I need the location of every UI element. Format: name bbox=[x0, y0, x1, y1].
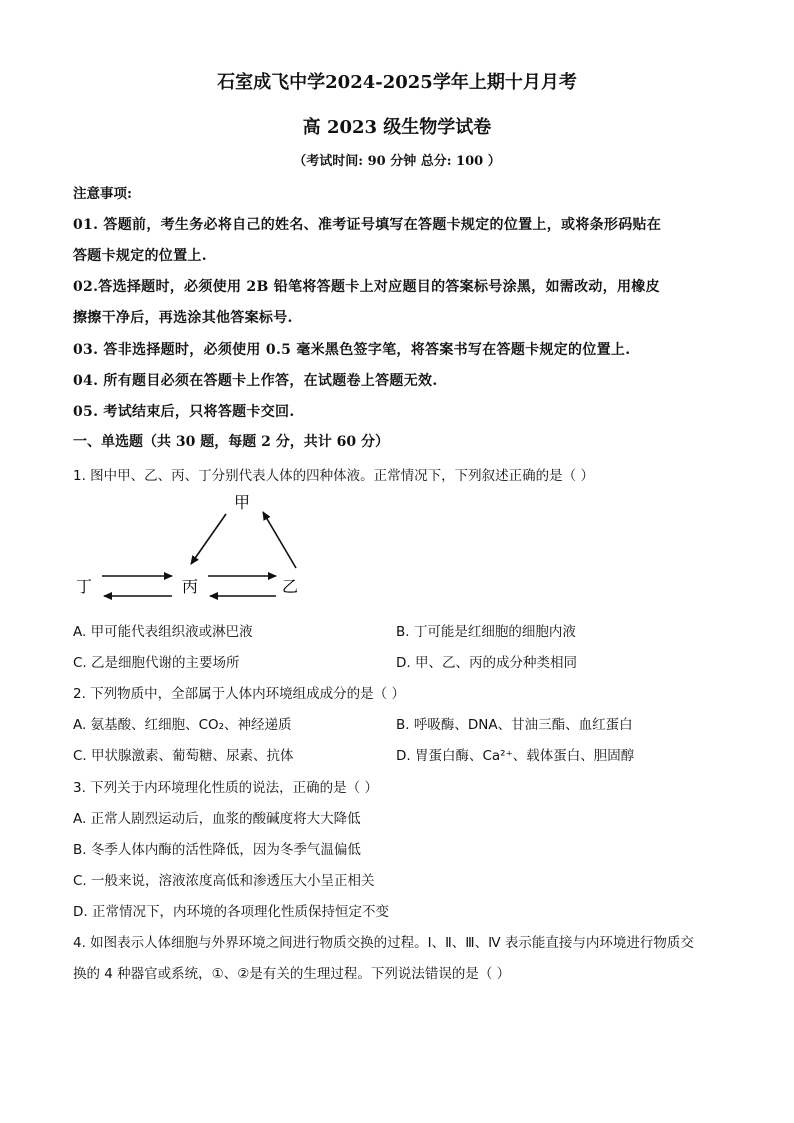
question-4-stem-line1: 4. 如图表示人体细胞与外界环境之间进行物质交换的过程。Ⅰ、Ⅱ、Ⅲ、Ⅳ 表示能直接与内环境进行物质交 bbox=[73, 935, 694, 951]
body-fluid-diagram bbox=[70, 488, 310, 608]
q3-option-a: A. 正常人剧烈运动后，血浆的酸碱度将大大降低 bbox=[73, 811, 361, 827]
q2-option-c: C. 甲状腺激素、葡萄糖、尿素、抗体 bbox=[73, 748, 294, 764]
question-4-stem-line2: 换的 4 种器官或系统，①、②是有关的生理过程。下列说法错误的是（ ） bbox=[73, 966, 511, 982]
q3-option-d: D. 正常情况下，内环境的各项理化性质保持恒定不变 bbox=[73, 904, 389, 920]
q2-option-d: D. 胃蛋白酶、Ca²⁺、载体蛋白、胆固醇 bbox=[396, 748, 635, 764]
label-jia: 甲 bbox=[234, 493, 251, 512]
section-heading: 一、单选题（共 30 题，每题 2 分，共计 60 分） bbox=[73, 434, 389, 450]
question-1-stem: 1. 图中甲、乙、丙、丁分别代表人体的四种体液。正常情况下，下列叙述正确的是（ ） bbox=[73, 468, 594, 484]
q1-option-a: A. 甲可能代表组织液或淋巴液 bbox=[73, 624, 253, 640]
notice-title: 注意事项: bbox=[73, 186, 132, 202]
arrow-yi-to-jia bbox=[263, 512, 296, 568]
q1-option-d: D. 甲、乙、丙的成分种类相同 bbox=[396, 655, 577, 671]
q1-option-c: C. 乙是细胞代谢的主要场所 bbox=[73, 655, 240, 671]
notice-line: 04. 所有题目必须在答题卡上作答，在试题卷上答题无效. bbox=[73, 373, 438, 389]
arrow-jia-to-bing bbox=[191, 514, 226, 564]
exam-subtitle-grade: 高 2023 级生物学试卷 bbox=[302, 117, 492, 138]
notice-line: 答题卡规定的位置上. bbox=[73, 248, 207, 264]
exam-title: 石室成飞中学2024-2025学年上期十月月考 bbox=[217, 72, 577, 93]
label-yi: 乙 bbox=[282, 577, 299, 596]
question-3-stem: 3. 下列关于内环境理化性质的说法，正确的是（ ） bbox=[73, 780, 378, 796]
q1-option-b: B. 丁可能是红细胞的细胞内液 bbox=[396, 624, 576, 640]
notice-line: 02.答选择题时，必须使用 2B 铅笔将答题卡上对应题目的答案标号涂黑，如需改动，用橡皮 bbox=[73, 279, 660, 295]
q3-option-b: B. 冬季人体内酶的活性降低，因为冬季气温偏低 bbox=[73, 842, 361, 858]
notice-line: 擦擦干净后，再选涂其他答案标号. bbox=[73, 310, 293, 326]
q2-option-a: A. 氨基酸、红细胞、CO₂、神经递质 bbox=[73, 717, 292, 733]
exam-time-info: （考试时间: 90 分钟 总分: 100 ） bbox=[293, 154, 501, 169]
label-ding: 丁 bbox=[76, 577, 93, 596]
question-2-stem: 2. 下列物质中，全部属于人体内环境组成成分的是（ ） bbox=[73, 686, 405, 702]
notice-line: 05. 考试结束后，只将答题卡交回. bbox=[73, 404, 295, 420]
q3-option-c: C. 一般来说，溶液浓度高低和渗透压大小呈正相关 bbox=[73, 873, 375, 889]
notice-line: 01. 答题前，考生务必将自己的姓名、准考证号填写在答题卡规定的位置上，或将条形码贴在 bbox=[73, 217, 662, 233]
notice-line: 03. 答非选择题时，必须使用 0.5 毫米黑色签字笔，将答案书写在答题卡规定的位置上. bbox=[73, 342, 631, 358]
q2-option-b: B. 呼吸酶、DNA、甘油三酯、血红蛋白 bbox=[396, 717, 633, 733]
label-bing: 丙 bbox=[182, 577, 199, 596]
